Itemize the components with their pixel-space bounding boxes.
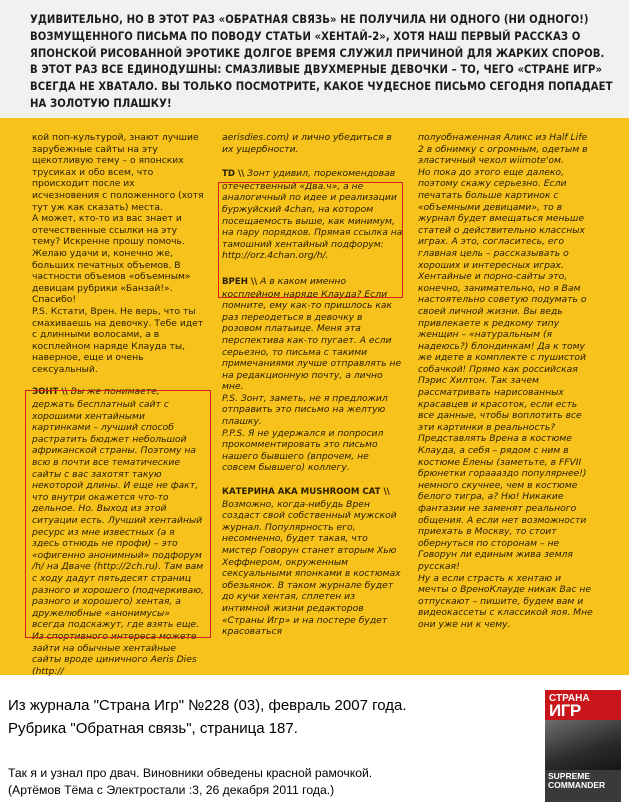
katerina-author-label: КАТЕРИНА AKA MUSHROOM CAT \\: [222, 487, 390, 498]
td-author-label: TD \\: [222, 169, 245, 180]
author-note: [8, 765, 528, 799]
katerina-reply: [222, 486, 404, 638]
cover-brand-small: СТРАНА: [549, 693, 590, 704]
magazine-letter-area: [0, 118, 629, 675]
magazine-header-band: [0, 0, 629, 118]
column-3: [418, 132, 593, 631]
lead-paragraph: УДИВИТЕЛЬНО, НО В ЭТОТ РАЗ «ОБРАТНАЯ СВЯЗЬ» НЕ ПОЛУЧИЛА НИ ОДНОГО (НИ ОДНОГО!) ВОЗМУЩЕННОГО ПИСЬМА ПО ПОВОДУ СТАТЬИ «ХЕНТАЙ-2», ХОТЯ НАШ ПЕРВЫЙ РАССКАЗ О ЯПОНСКОЙ РИСОВАННОЙ ЭРОТИКЕ ДОЛГОЕ ВРЕМЯ СЛУЖИЛ ПРИЧИНОЙ ДЛЯ ЖАРКИХ СПОРОВ. В ЭТОТ РАЗ ВСЕ ЕДИНОДУШНЫ: СМАЗЛИВЫЕ ДВУХМЕРНЫЕ ДЕВОЧКИ – ТО, ЧЕГО «СТРАНЕ ИГР» ВСЕГДА НЕ ХВАТАЛО. ВЫ ТОЛЬКО ПОСМОТРИТЕ, КАКОЕ ЧУДЕСНОЕ ПИСЬМО СЕГОДНЯ ПОПАДАЕТ НА ЗОЛОТУЮ ПЛАШКУ!: [30, 13, 613, 110]
red-highlight-frame-zont: [25, 390, 211, 638]
note-line-2: (Артёмов Тёма с Электростали :3, 26 декабря 2011 года.): [8, 783, 335, 797]
vren-reply: [222, 276, 404, 474]
cover-game-title: SUPREME COMMANDER: [548, 771, 606, 790]
zont-reply-continued: aerisdies.com) и лично убедиться в их ущербности.: [222, 132, 395, 155]
cover-brand-big: ИГР: [549, 701, 581, 720]
note-line-1: Так я и узнал про двач. Виновники обведены красной рамочкой.: [8, 766, 373, 780]
red-highlight-frame-td: [218, 182, 403, 298]
zont-author-label: ЗОНТ \\: [32, 387, 68, 398]
vren-reply-text: А в каком именно косплейном наряде Клауда? Если помните, ему как-то пришлось как раз переодеться в девочку в розовом платьице. Меня эта перспектива как-то пугает. А если серьезно, то письма с такими примечаниями лучше отправлять не на редакционную почту, а лично мне. P.S. Зонт, заметь, не я предложил отправить это письмо на желтую плашку. P.P.S. Я не удержался и попросил прокомментировать это письмо нашего бывшего (впрочем, не совсем бывшего) коллегу.: [222, 275, 402, 474]
cover-masthead: [545, 690, 621, 720]
caption-line-2: Рубрика "Обратная связь", страница 187.: [8, 720, 298, 737]
source-caption: [8, 694, 528, 740]
cover-artwork: [545, 720, 621, 770]
vren-author-label: ВРЕН \\: [222, 276, 258, 287]
letter-text-part1: кой поп-культурой, знают лучшие зарубежные сайты на эту щекотливую тему – о японских трусиках и обо всем, что происходит после их исчезновения с положенного (хотя тут уж как сказать) места. А может, кто-то из вас знает и отечественные ссылки на эту тему? Искренне прошу помочь. Желаю удачи и, конечно же, больших печатных объемов. В частности объемов «объемным» девицам рубрики «Банзай!». Спасибо! P.S. Кстати, Врен. Не верь, что ты смахиваешь на девочку. Тебе идет с длинными волосами, а в косплейном наряде Клауда ты, наверное, еще и очень сексуальный.: [32, 132, 204, 375]
td-reply-text: Зонт удивил, порекомендовав отечественный «Два.ч», а не аналогичный по идее и реализации буржуйский 4chan, на котором посещаемость выше, как минимум, на пару порядков. Прямая ссылка на тамошний хентайный подфорум: http://orz.4chan.org/h/.: [222, 168, 406, 262]
magazine-cover-thumbnail: [545, 690, 621, 802]
katerina-reply-text: Возможно, когда-нибудь Врен создаст свой собственный мужской журнал. Популярность его, несомненно, будет такая, что мистер Говорун станет вторым Хью Хеффнером, окруженным сексуальными японками в костюмах обезьянок. В таком журнале будет до кучи хентая, сплетен из интимной жизни редакторов «Страны Игр» и на постере будет красоваться: [222, 486, 404, 638]
caption-line-1: Из журнала "Страна Игр" №228 (03), февраль 2007 года.: [8, 697, 407, 714]
zont-reply-text: Вы же понимаете, держать бесплатный сайт с хорошими хентайными картинками – лучший способ растратить бюджет небольшой африканской страны. Поэтому на всю в почти все тематические сайты с вас захотят такую некоторой длины. И еще не факт, что внутри окажется что-то дельное. Но. Выход из этой ситуации есть. Лучший хентайный ресурс из мне известных (а я здесь отнюдь не профи) – это «офигенно анонимный» подфорум /h/ на Дваче (http://2ch.ru). Там вам с ходу дадут пятьдесят страниц разного и хорошего (подчеркиваю, разного и хорошего) хентая, а дружелюбные «анонимусы» всегда подскажут, где взять еще. Из спортивного интереса можете зайти на обычные хентайные сайты вроде циничного Aeris Dies (http://: [32, 386, 207, 677]
katerina-reply-continued: полуобнаженная Аликс из Half Life 2 в обнимку с огромным, одетым в эластичный чехол wiimote'ом. Но пока до этого еще далеко, поэтому скажу серьезно. Если печатать больше картинок с «объемными девицами», то в журнал будет вмещаться меньше статей о действительно классных играх. А это, согласитесь, его главная цель – рассказывать о хороших и интересных играх. Хентайные и порно-сайты это, конечно, занимательно, но я Вам настоятельно советую подумать о своей личной жизни. Вы ведь привлекаете к редкому типу женщин – «натуральным (я надеюсь?) блондинкам! Да к тому же идете в комплекте с пушистой собачкой! Прямо как российская Пэрис Хилтон. Так зачем рассматривать нарисованных красавцев и красоток, если есть все данные, чтобы воплотить все эти картинки в реальность? Представлять Врена в костюме Клауда, а себя – рядом с ним в костюме Елены (заметьте, в FFVII брюнетки гораааздо популярнее!) немного скучнее, чем в костюме белого тигра, а? Ню! Никакие фантазии не заменят реального общения. А если нет возможности приехать в Москву, то стоит обернуться по сторонам – не Говорун ли единым жива земля русская! Ну а если страсть к хентаю и мечты о ВреноКлауде никак Вас не отпускают – пишите, будем вам и видеокассеты с классикой яоя. Мне они уже ни к чему.: [418, 132, 593, 630]
